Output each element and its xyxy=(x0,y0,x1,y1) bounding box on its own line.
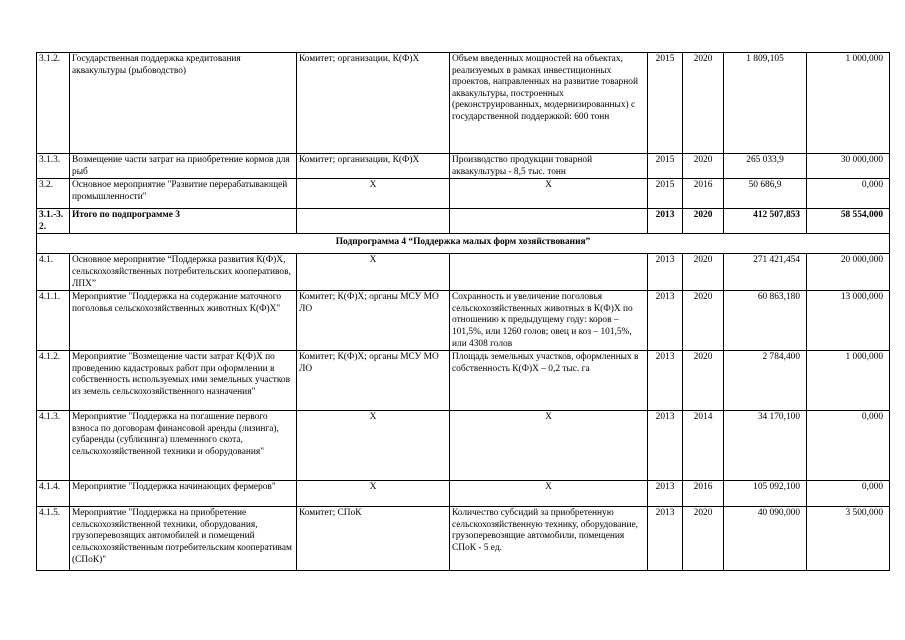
total-amount: 34 170,100 xyxy=(724,411,807,481)
table-row xyxy=(37,481,890,507)
table-row xyxy=(37,411,890,481)
table-row xyxy=(37,507,890,571)
start-year: 2013 xyxy=(648,291,683,351)
executor xyxy=(297,209,450,234)
executor: Комитет; организации, К(Ф)Х xyxy=(297,154,450,179)
measure-name: Мероприятие "Поддержка на содержание маточного поголовья сельскохозяйственных животных К(Ф)Х" xyxy=(70,291,297,351)
indicator: Количество субсидий за приобретенную сельскохозяйственную технику, оборудование, грузоперевозящие автомобили, помещения СПоК - 5 ед. xyxy=(450,507,648,571)
executor: X xyxy=(297,481,450,507)
table-row xyxy=(37,291,890,351)
measure-name: Возмещение части затрат на приобретение кормов для рыб xyxy=(70,154,297,179)
start-year: 2013 xyxy=(648,411,683,481)
end-year: 2020 xyxy=(683,291,724,351)
end-year: 2016 xyxy=(683,481,724,507)
current-amount: 0,000 xyxy=(807,411,890,481)
row-id: 4.1.2. xyxy=(37,351,70,411)
table-row xyxy=(37,179,890,209)
start-year: 2013 xyxy=(648,351,683,411)
table-row xyxy=(37,209,890,234)
table-row xyxy=(37,254,890,291)
total-amount: 1 809,105 xyxy=(724,53,807,154)
executor: Комитет; К(Ф)Х; органы МСУ МО ЛО xyxy=(297,291,450,351)
total-amount: 2 784,400 xyxy=(724,351,807,411)
indicator: X xyxy=(450,179,648,209)
current-amount: 0,000 xyxy=(807,481,890,507)
row-id: 3.2. xyxy=(37,179,70,209)
executor: Комитет; К(Ф)Х; органы МСУ МО ЛО xyxy=(297,351,450,411)
measure-name: Основное мероприятие "Развитие перерабатывающей промышленности" xyxy=(70,179,297,209)
row-id: 4.1. xyxy=(37,254,70,291)
end-year: 2020 xyxy=(683,53,724,154)
section-title: Подпрограмма 4 “Поддержка малых форм хозяйствования” xyxy=(37,234,890,254)
executor: X xyxy=(297,254,450,291)
total-amount: 50 686,9 xyxy=(724,179,807,209)
current-amount: 13 000,000 xyxy=(807,291,890,351)
indicator: Площадь земельных участков, оформленных в собственность К(Ф)Х – 0,2 тыс. га xyxy=(450,351,648,411)
indicator: X xyxy=(450,481,648,507)
measure-name: Мероприятие "Поддержка начинающих фермеров" xyxy=(70,481,297,507)
program-table xyxy=(36,52,890,571)
row-id: 4.1.1. xyxy=(37,291,70,351)
indicator: Объем введенных мощностей на объектах, реализуемых в рамках инвестиционных проектов, направленных на развитие товарной аквакультуры, построенных (реконструированных, модернизированных) с государственной поддержкой: 600 тонн xyxy=(450,53,648,154)
indicator: X xyxy=(450,411,648,481)
start-year: 2013 xyxy=(648,209,683,234)
current-amount: 1 000,000 xyxy=(807,351,890,411)
row-id: 4.1.4. xyxy=(37,481,70,507)
start-year: 2013 xyxy=(648,507,683,571)
row-id: 4.1.3. xyxy=(37,411,70,481)
table-row xyxy=(37,53,890,154)
end-year: 2020 xyxy=(683,254,724,291)
total-amount: 60 863,180 xyxy=(724,291,807,351)
indicator: Сохранность и увеличение поголовья сельскохозяйственных животных в К(Ф)Х по отношению к предыдущему году: коров – 101,5%, или 1260 голов; овец и коз – 101,5%, или 4308 голов xyxy=(450,291,648,351)
measure-name: Основное мероприятие “Поддержка развития К(Ф)Х, сельскохозяйственных потребительских кооперативов, ЛПХ” xyxy=(70,254,297,291)
current-amount: 1 000,000 xyxy=(807,53,890,154)
indicator: Производство продукции товарной аквакультуры - 8,5 тыс. тонн xyxy=(450,154,648,179)
executor: Комитет; СПоК xyxy=(297,507,450,571)
end-year: 2020 xyxy=(683,154,724,179)
program-table-container xyxy=(36,52,889,571)
current-amount: 58 554,000 xyxy=(807,209,890,234)
end-year: 2016 xyxy=(683,179,724,209)
end-year: 2014 xyxy=(683,411,724,481)
end-year: 2020 xyxy=(683,507,724,571)
start-year: 2015 xyxy=(648,53,683,154)
start-year: 2013 xyxy=(648,254,683,291)
start-year: 2015 xyxy=(648,179,683,209)
table-row xyxy=(37,154,890,179)
measure-name: Мероприятие "Возмещение части затрат К(Ф)Х по проведению кадастровых работ при оформлении в собственность используемых ими земельных участков из земель сельскохозяйственного назначения" xyxy=(70,351,297,411)
end-year: 2020 xyxy=(683,209,724,234)
measure-name: Мероприятие "Поддержка на приобретение сельскохозяйственной техники, оборудования, грузоперевозящих автомобилей и помещений сельскохозяйственным потребительским кооперативам (СПоК)" xyxy=(70,507,297,571)
current-amount: 3 500,000 xyxy=(807,507,890,571)
executor: Комитет; организации, К(Ф)Х xyxy=(297,53,450,154)
total-amount: 265 033,9 xyxy=(724,154,807,179)
executor: X xyxy=(297,179,450,209)
total-amount: 105 092,100 xyxy=(724,481,807,507)
end-year: 2020 xyxy=(683,351,724,411)
table-row xyxy=(37,351,890,411)
executor: X xyxy=(297,411,450,481)
measure-name: Государственная поддержка кредитования аквакультуры (рыбоводство) xyxy=(70,53,297,154)
current-amount: 0,000 xyxy=(807,179,890,209)
section-header-row xyxy=(37,234,890,254)
indicator xyxy=(450,209,648,234)
total-amount: 412 507,853 xyxy=(724,209,807,234)
current-amount: 30 000,000 xyxy=(807,154,890,179)
start-year: 2013 xyxy=(648,481,683,507)
measure-name: Итого по подпрограмме 3 xyxy=(70,209,297,234)
measure-name: Мероприятие "Поддержка на погашение первого взноса по договорам финансовой аренды (лизинга), субаренды (сублизинга) племенного скота, сельскохозяйственной техники и оборудования" xyxy=(70,411,297,481)
row-id: 3.1.3. xyxy=(37,154,70,179)
start-year: 2015 xyxy=(648,154,683,179)
indicator xyxy=(450,254,648,291)
current-amount: 20 000,000 xyxy=(807,254,890,291)
row-id: 4.1.5. xyxy=(37,507,70,571)
total-amount: 271 421,454 xyxy=(724,254,807,291)
program-table-body xyxy=(37,53,890,571)
row-id: 3.1.-3.2. xyxy=(37,209,70,234)
row-id: 3.1.2. xyxy=(37,53,70,154)
total-amount: 40 090,000 xyxy=(724,507,807,571)
